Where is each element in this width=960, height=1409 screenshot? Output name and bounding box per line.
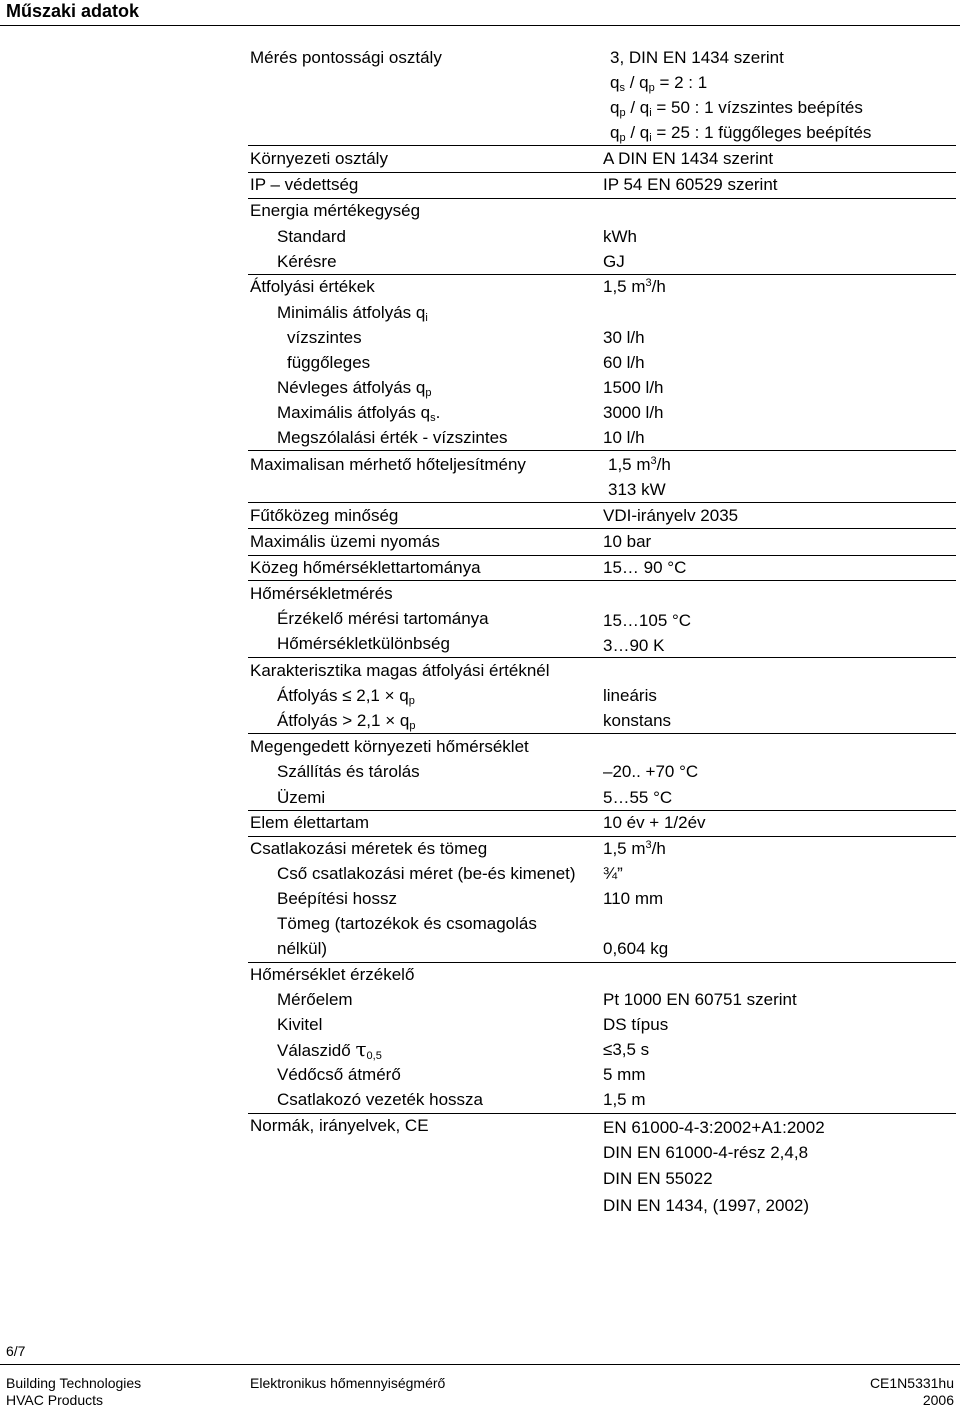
spec-row — [0, 198, 960, 223]
spec-row — [0, 785, 960, 810]
spec-row — [0, 734, 960, 759]
spec-row — [0, 375, 960, 400]
spec-label: Válaszidő $\tau_{0,5}$ — [277, 1037, 382, 1062]
spec-row — [0, 350, 960, 375]
spec-label: Fűtőközeg minőség — [250, 506, 399, 525]
spec-row — [0, 452, 960, 477]
row-divider — [248, 450, 956, 451]
spec-label: Közeg hőmérséklettartománya — [250, 558, 481, 577]
spec-row — [0, 631, 960, 656]
spec-value: 5 mm — [603, 1065, 646, 1084]
spec-value: 10 év + 1/2év — [603, 813, 706, 832]
spec-label: Üzemi — [277, 788, 326, 807]
spec-label: Környezeti osztály — [250, 149, 388, 168]
spec-value: konstans — [603, 711, 672, 730]
spec-value: 3, DIN EN 1434 szerint — [610, 48, 784, 67]
spec-value: A DIN EN 1434 szerint — [603, 149, 774, 168]
spec-label: Hőmérsékletmérés — [250, 584, 393, 603]
spec-label: Csatlakozási méretek és tömeg — [250, 839, 488, 858]
spec-value: 1,5 m — [603, 1090, 646, 1109]
spec-label: Tömeg (tartozékok és csomagolás — [277, 914, 537, 933]
spec-label: Normák, irányelvek, CE — [250, 1116, 429, 1135]
spec-row — [0, 962, 960, 987]
spec-row — [0, 1140, 960, 1165]
spec-label: nélkül) — [277, 939, 328, 958]
page-number: 6/7 — [6, 1343, 26, 1359]
spec-value: lineáris — [603, 686, 657, 705]
spec-label: Maximális átfolyás $q_s$. — [277, 403, 441, 424]
spec-value: EN 61000-4-3:2002+A1:2002 — [603, 1118, 825, 1137]
spec-value: DIN EN 55022 — [603, 1169, 713, 1188]
spec-row — [0, 120, 960, 145]
spec-row — [0, 400, 960, 425]
spec-value: 110 mm — [603, 889, 664, 908]
spec-row — [0, 861, 960, 886]
spec-label: Energia mértékegység — [250, 201, 421, 220]
footer-division: HVAC Products — [6, 1392, 103, 1408]
spec-value: 1,5 $m^3/h$ — [608, 455, 671, 474]
spec-row — [0, 146, 960, 171]
spec-label: Védőcső átmérő — [277, 1065, 401, 1084]
spec-value: ¾” — [603, 864, 623, 883]
spec-value: 15… 90 °C — [603, 558, 687, 577]
spec-label: Kérésre — [277, 252, 337, 271]
spec-row — [0, 581, 960, 606]
spec-value: Pt 1000 EN 60751 szerint — [603, 990, 797, 1009]
spec-label: Átfolyás > $2,1 \times q_p$ — [277, 711, 416, 732]
spec-row — [0, 683, 960, 708]
spec-label: Karakterisztika magas átfolyási értéknél — [250, 661, 550, 680]
spec-row — [0, 95, 960, 120]
spec-row — [0, 300, 960, 325]
spec-row — [0, 936, 960, 961]
footer-product: Elektronikus hőmennyiségmérő — [250, 1375, 446, 1391]
page-title: Műszaki adatok — [6, 1, 140, 21]
spec-value: 30 l/h — [603, 328, 645, 347]
spec-row — [0, 477, 960, 502]
spec-label: Mérés pontossági osztály — [250, 48, 442, 67]
spec-row — [0, 249, 960, 274]
spec-label: Hőmérséklet érzékelő — [250, 965, 415, 984]
spec-label: Elem élettartam — [250, 813, 370, 832]
footer-doc-code: CE1N5331hu — [869, 1375, 954, 1391]
spec-value: 1,5 $m^3/h$ — [603, 839, 666, 858]
footer-divider — [0, 1364, 960, 1365]
spec-row — [0, 810, 960, 835]
spec-value: DS típus — [603, 1015, 669, 1034]
spec-label: Átfolyási értékek — [250, 277, 375, 296]
spec-label: Átfolyás ≤ $2,1 \times q_p$ — [277, 686, 415, 707]
spec-label: Maximális üzemi nyomás — [250, 532, 440, 551]
spec-label: Megengedett környezeti hőmérséklet — [250, 737, 529, 756]
spec-label: függőleges — [287, 353, 371, 372]
spec-value: 15…105 °C — [603, 611, 692, 630]
spec-value: GJ — [603, 252, 625, 271]
spec-row — [0, 911, 960, 936]
spec-label: Szállítás és tárolás — [277, 762, 420, 781]
spec-label: Névleges átfolyás $q_p$ — [277, 378, 432, 399]
spec-label: Cső csatlakozási méret (be-és kimenet) — [277, 864, 576, 883]
spec-label: Érzékelő mérési tartománya — [277, 609, 489, 628]
spec-row — [0, 1113, 960, 1138]
spec-value: 0,604 kg — [603, 939, 669, 958]
spec-value: 1,5 $m^3/h$ — [603, 277, 666, 296]
spec-row — [0, 1193, 960, 1218]
spec-row — [0, 274, 960, 299]
spec-row — [0, 1062, 960, 1087]
footer-company: Building Technologies — [6, 1375, 142, 1391]
spec-value: DIN EN 1434, (1997, 2002) — [603, 1196, 810, 1215]
spec-label: IP – védettség — [250, 175, 359, 194]
spec-value: 10 bar — [603, 532, 652, 551]
spec-label: Maximalisan mérhető hőteljesítmény — [250, 455, 526, 474]
spec-label: Kivitel — [277, 1015, 323, 1034]
spec-value: 1500 l/h — [603, 378, 664, 397]
spec-row — [0, 606, 960, 631]
spec-value: DIN EN 61000-4-rész 2,4,8 — [603, 1143, 809, 1162]
spec-value: IP 54 EN 60529 szerint — [603, 175, 778, 194]
spec-label: Beépítési hossz — [277, 889, 398, 908]
spec-value: 3000 l/h — [603, 403, 664, 422]
spec-row — [0, 1166, 960, 1191]
spec-row — [0, 886, 960, 911]
spec-row — [0, 325, 960, 350]
spec-value: 60 l/h — [603, 353, 645, 372]
spec-row — [0, 759, 960, 784]
spec-row — [0, 224, 960, 249]
spec-label: Standard — [277, 227, 346, 246]
flow-ratio: $q_p / q_i = 50$ : 1 vízszintes beépítés — [610, 98, 863, 119]
spec-row — [0, 555, 960, 580]
spec-label: Hőmérsékletkülönbség — [277, 634, 450, 653]
title-divider — [0, 25, 960, 26]
spec-row — [0, 987, 960, 1012]
spec-row — [0, 1012, 960, 1037]
spec-label: Mérőelem — [277, 990, 353, 1009]
spec-value: kWh — [603, 227, 637, 246]
spec-value: 313 kW — [608, 480, 666, 499]
spec-label: Minimális átfolyás $q_i$ — [277, 303, 428, 324]
spec-value: ≤3,5 s — [603, 1040, 650, 1059]
spec-label: Megszólalási érték - vízszintes — [277, 428, 508, 447]
spec-value: 3…90 K — [603, 636, 665, 655]
spec-row — [0, 708, 960, 733]
spec-row — [0, 70, 960, 95]
spec-row — [0, 503, 960, 528]
spec-row — [0, 425, 960, 450]
spec-row — [0, 529, 960, 554]
spec-row — [0, 658, 960, 683]
spec-row — [0, 1087, 960, 1112]
spec-value: VDI-irányelv 2035 — [603, 506, 739, 525]
spec-row — [0, 45, 960, 70]
spec-row — [0, 836, 960, 861]
spec-label: Csatlakozó vezeték hossza — [277, 1090, 483, 1109]
spec-value: –20.. +70 °C — [603, 762, 699, 781]
flow-ratio: $q_s / q_p = 2$ : 1 — [610, 73, 708, 94]
spec-value: 5…55 °C — [603, 788, 673, 807]
spec-row — [0, 1037, 960, 1062]
flow-ratio: $q_p / q_i = 25$ : 1 függőleges beépítés — [610, 123, 872, 144]
spec-row — [0, 172, 960, 197]
spec-value: 10 l/h — [603, 428, 645, 447]
footer-year: 2006 — [922, 1392, 954, 1408]
spec-label: vízszintes — [287, 328, 362, 347]
